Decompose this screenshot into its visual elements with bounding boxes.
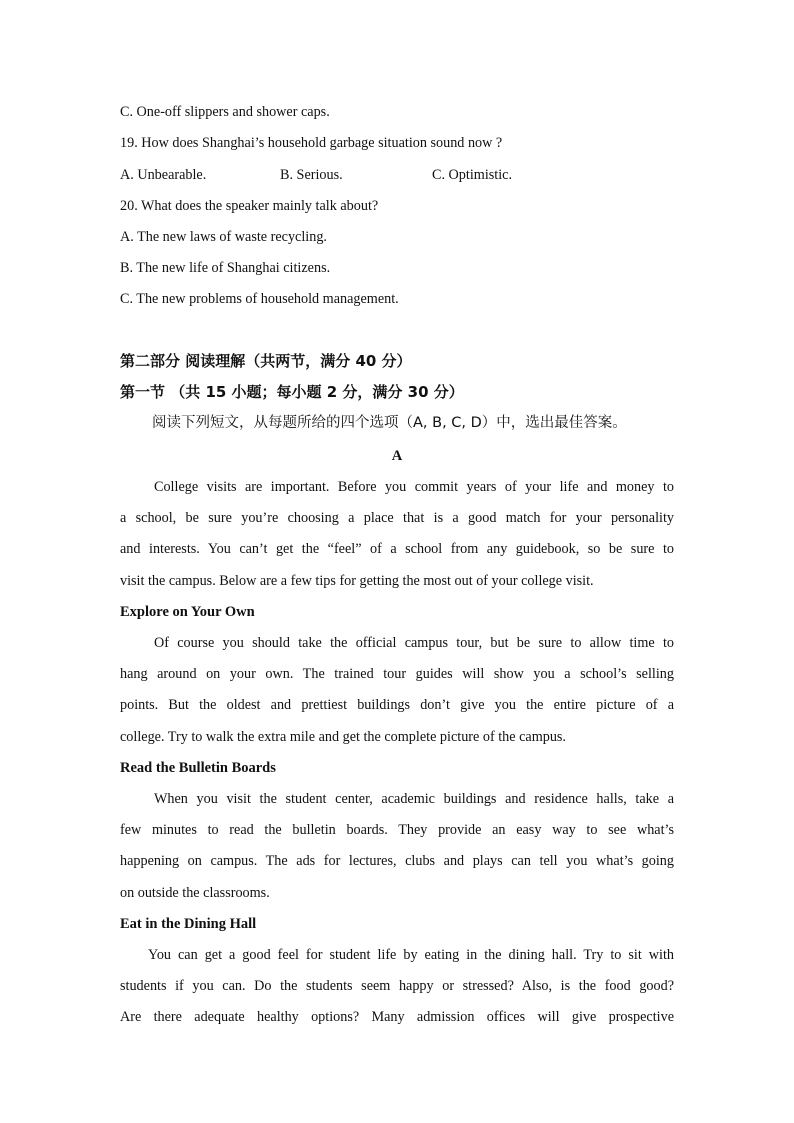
section-heading-dining: Eat in the Dining Hall bbox=[120, 916, 257, 932]
intro-paragraph bbox=[120, 478, 674, 603]
section-heading-bulletin: Read the Bulletin Boards bbox=[120, 760, 276, 776]
intro-line: College visits are important. Before you commit years of your life and money to bbox=[154, 479, 674, 495]
q18-option-c: C. One-off slippers and shower caps. bbox=[120, 104, 330, 120]
intro-line: visit the campus. Below are a few tips for getting the most out of your college visit. bbox=[120, 572, 594, 589]
explore-line: hang around on your own. The trained tour guides will show you a school’s selling bbox=[120, 666, 674, 683]
explore-line: college. Try to walk the extra mile and get the complete picture of the campus. bbox=[120, 728, 566, 745]
intro-line: and interests. You can’t get the “feel” of a school from any guidebook, so be sure to bbox=[120, 541, 674, 558]
bulletin-line: on outside the classrooms. bbox=[120, 884, 270, 901]
q19-option-b: B. Serious. bbox=[280, 167, 343, 183]
section-heading-explore: Explore on Your Own bbox=[120, 604, 255, 620]
q19-option-c: C. Optimistic. bbox=[432, 167, 513, 183]
bulletin-paragraph bbox=[120, 790, 674, 915]
bulletin-line: happening on campus. The ads for lectures, clubs and plays can tell you what’s going bbox=[120, 853, 674, 870]
q19-question: 19. How does Shanghai’s household garbage situation sound now ? bbox=[120, 135, 503, 151]
q20-option-b: B. The new life of Shanghai citizens. bbox=[120, 260, 331, 276]
q20-option-a: A. The new laws of waste recycling. bbox=[120, 229, 327, 245]
dining-line: students if you can. Do the students seem happy or stressed? Also, is the food good? bbox=[120, 978, 674, 995]
dining-paragraph bbox=[120, 946, 674, 1040]
reading-instruction: 阅读下列短文，从每题所给的四个选项（A, B, C, D）中，选出最佳答案。 bbox=[152, 415, 627, 431]
q20-option-c: C. The new problems of household management. bbox=[120, 291, 399, 307]
bulletin-line: When you visit the student center, academic buildings and residence halls, take a bbox=[154, 791, 674, 807]
part-two-title: 第二部分 阅读理解（共两节，满分 40 分） bbox=[120, 352, 412, 370]
passage-label: A bbox=[391, 448, 403, 464]
q20-question: 20. What does the speaker mainly talk about? bbox=[120, 198, 379, 214]
explore-line: Of course you should take the official campus tour, but be sure to allow time to bbox=[154, 635, 674, 651]
explore-paragraph bbox=[120, 634, 674, 759]
section-one-title: 第一节 （共 15 小题；每小题 2 分，满分 30 分） bbox=[120, 383, 464, 401]
q19-option-a: A. Unbearable. bbox=[120, 167, 207, 183]
bulletin-line: few minutes to read the bulletin boards. They provide an easy way to see what’s bbox=[120, 822, 674, 839]
dining-line: You can get a good feel for student life by eating in the dining hall. Try to sit with bbox=[148, 947, 674, 963]
dining-line: Are there adequate healthy options? Many admission offices will give prospective bbox=[120, 1009, 674, 1026]
explore-line: points. But the oldest and prettiest buildings don’t give you the entire picture of a bbox=[120, 697, 674, 714]
intro-line: a school, be sure you’re choosing a place that is a good match for your personality bbox=[120, 510, 674, 527]
